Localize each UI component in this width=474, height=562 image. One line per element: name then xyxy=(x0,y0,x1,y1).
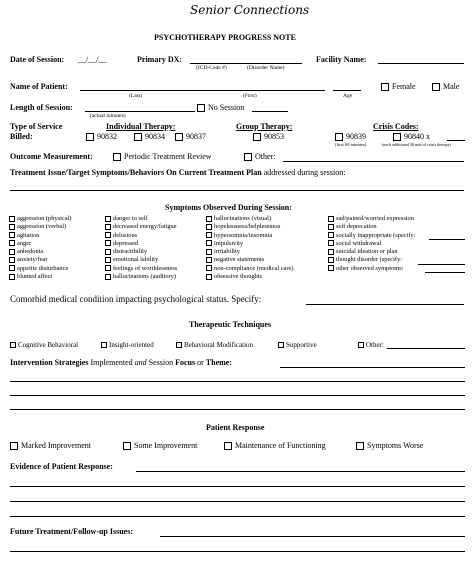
response-checkbox[interactable] xyxy=(356,442,364,450)
symptom-label: obsessive thoughts xyxy=(214,273,263,281)
male-option[interactable] xyxy=(432,82,459,91)
symptom-label: danger to self xyxy=(113,215,148,222)
female-checkbox[interactable] xyxy=(381,83,389,91)
code-90839-option[interactable] xyxy=(335,132,366,141)
symptoms-col-1 xyxy=(9,215,71,281)
symptom-label: anxiety/fear xyxy=(17,256,48,264)
intervention-or: or xyxy=(195,358,206,367)
date-label: Date of Session: xyxy=(10,55,65,64)
symptom-label: social withdrawal xyxy=(336,239,382,247)
symptoms-heading: Symptoms Observed During Session: xyxy=(165,203,292,212)
code-90839-checkbox[interactable] xyxy=(335,133,343,141)
symptom-label: feelings of worthlessness xyxy=(113,264,178,272)
evidence-label: Evidence of Patient Response: xyxy=(10,462,113,471)
technique-label: Cognitive Behavioral xyxy=(18,341,79,349)
technique-checkbox[interactable] xyxy=(278,342,284,348)
symptom-item[interactable] xyxy=(328,265,416,273)
treatment-issue-suffix: addressed during session: xyxy=(263,168,346,177)
symptom-item[interactable] xyxy=(105,240,177,248)
symptom-label: thought disorder (specify: xyxy=(336,256,403,264)
periodic-review-option[interactable] xyxy=(113,152,212,161)
code-90840-label: 90840 x xyxy=(404,132,430,141)
symptom-checkbox[interactable] xyxy=(105,240,111,246)
response-heading: Patient Response xyxy=(206,423,265,432)
crisis-codes-label: Crisis Codes: xyxy=(373,122,419,131)
evidence-field-2[interactable] xyxy=(10,486,465,487)
code-90840-option[interactable] xyxy=(393,132,430,141)
symptoms-col-2 xyxy=(105,215,177,281)
symptom-checkbox[interactable] xyxy=(328,224,334,230)
symptom-label: decreased energy/fatigue xyxy=(113,223,177,231)
treatment-issue-heading xyxy=(10,168,345,177)
crisis-hint-1: (first 60 minutes) xyxy=(335,142,367,147)
male-checkbox[interactable] xyxy=(432,83,440,91)
female-label: Female xyxy=(392,82,416,91)
technique-behavioral[interactable] xyxy=(176,341,253,349)
technique-checkbox[interactable] xyxy=(176,342,182,348)
symptom-item[interactable] xyxy=(328,215,416,223)
symptom-item[interactable] xyxy=(105,256,177,264)
technique-checkbox[interactable] xyxy=(101,342,107,348)
technique-label: Other: xyxy=(366,341,384,349)
technique-supportive[interactable] xyxy=(278,341,317,349)
length-label: Length of Session: xyxy=(10,103,73,112)
intervention-field-2[interactable] xyxy=(10,381,465,382)
treatment-issue-line-1[interactable] xyxy=(10,190,464,191)
symptom-item[interactable] xyxy=(328,256,416,264)
symptom-item[interactable] xyxy=(9,265,71,273)
socially-inappropriate-field[interactable] xyxy=(429,239,465,240)
symptom-label: impulsivity xyxy=(214,239,244,247)
response-worse[interactable] xyxy=(356,441,423,450)
comorbid-label: Comorbid medical condition impacting psychological status. Specify: xyxy=(10,294,262,304)
symptom-label: sad/pained/worried expression xyxy=(336,215,414,222)
symptom-checkbox[interactable] xyxy=(206,224,212,230)
symptom-item[interactable] xyxy=(105,248,177,256)
intervention-heading xyxy=(10,358,232,367)
response-label: Maintenance of Functioning xyxy=(235,441,326,450)
symptom-item[interactable] xyxy=(105,265,177,273)
intervention-field-4[interactable] xyxy=(10,409,465,410)
billed-label: Billed: xyxy=(10,132,33,141)
symptom-checkbox[interactable] xyxy=(9,257,15,263)
intervention-text: Implemented xyxy=(88,358,135,367)
symptom-checkbox[interactable] xyxy=(9,249,15,255)
symptom-checkbox[interactable] xyxy=(328,249,334,255)
treatment-issue-label: Treatment Issue/Target Symptoms/Behaviors On Current Treatment Plan xyxy=(10,168,262,177)
symptom-checkbox[interactable] xyxy=(206,265,212,271)
facility-label: Facility Name: xyxy=(316,55,367,64)
code-90834-label: 90834 xyxy=(145,132,165,141)
symptom-item[interactable] xyxy=(206,256,293,264)
symptom-item[interactable] xyxy=(206,223,293,231)
symptom-checkbox[interactable] xyxy=(105,274,111,280)
comorbid-field[interactable] xyxy=(306,304,464,305)
crisis-hint-2: (each additional 30 min of crisis therapy) xyxy=(382,142,452,147)
actual-minutes-hint: (actual minutes) xyxy=(90,113,126,119)
symptom-item[interactable] xyxy=(9,256,71,264)
symptom-item[interactable] xyxy=(206,248,293,256)
age-hint: Age xyxy=(343,93,353,99)
symptom-checkbox[interactable] xyxy=(105,265,111,271)
symptom-checkbox[interactable] xyxy=(328,240,334,246)
symptom-checkbox[interactable] xyxy=(105,257,111,263)
outcome-other-label: Other: xyxy=(255,152,276,161)
symptom-item[interactable] xyxy=(9,215,71,223)
symptom-label: negative statements xyxy=(214,256,265,264)
no-session-option[interactable] xyxy=(197,103,244,112)
symptom-item[interactable] xyxy=(206,265,293,273)
intervention-field-3[interactable] xyxy=(10,395,465,396)
no-session-label: No Session xyxy=(208,103,245,112)
intervention-focus: Focus xyxy=(175,358,196,367)
symptom-checkbox[interactable] xyxy=(328,265,334,271)
future-label: Future Treatment/Follow-up Issues: xyxy=(10,527,133,536)
symptom-checkbox[interactable] xyxy=(105,232,111,238)
intervention-field-1[interactable] xyxy=(280,367,465,368)
symptom-item[interactable] xyxy=(105,273,177,281)
code-90837-label: 90837 xyxy=(186,132,206,141)
symptom-checkbox[interactable] xyxy=(328,257,334,263)
outcome-other-checkbox[interactable] xyxy=(244,153,252,161)
response-label: Some Improvement xyxy=(134,441,198,450)
symptom-label: self deprecation xyxy=(336,223,377,231)
response-checkbox[interactable] xyxy=(224,442,232,450)
symptom-label: depressed xyxy=(113,239,139,247)
code-90832-option[interactable] xyxy=(86,132,117,141)
periodic-review-checkbox[interactable] xyxy=(113,153,121,161)
symptom-checkbox[interactable] xyxy=(328,232,334,238)
technique-label: Insight-oriented xyxy=(109,341,154,349)
symptom-item[interactable] xyxy=(9,232,71,240)
symptom-checkbox[interactable] xyxy=(9,232,15,238)
intervention-theme: Theme: xyxy=(205,358,232,367)
symptom-label: aggression (verbal) xyxy=(17,223,67,231)
crisis-units-field[interactable] xyxy=(447,140,465,141)
symptom-label: anhedonia xyxy=(17,248,44,256)
symptom-item[interactable] xyxy=(105,215,177,223)
no-session-line xyxy=(252,111,288,112)
technique-checkbox[interactable] xyxy=(358,342,364,348)
symptom-checkbox[interactable] xyxy=(206,240,212,246)
symptom-item[interactable] xyxy=(9,240,71,248)
patient-name-label: Name of Patient: xyxy=(10,82,68,91)
symptom-item[interactable] xyxy=(105,232,177,240)
symptoms-col-4 xyxy=(328,215,416,273)
symptom-label: emotional lability xyxy=(113,256,159,264)
symptom-item[interactable] xyxy=(206,215,293,223)
symptom-item[interactable] xyxy=(206,273,293,281)
symptom-checkbox[interactable] xyxy=(9,274,15,280)
first-hint: (First) xyxy=(243,93,257,99)
symptoms-col-3 xyxy=(206,215,293,281)
primary-dx-field[interactable] xyxy=(190,63,302,64)
organization-name: Senior Connections xyxy=(190,3,310,17)
intervention-and: and xyxy=(134,358,147,367)
outcome-label: Outcome Measurement: xyxy=(10,152,93,161)
symptom-checkbox[interactable] xyxy=(206,274,212,280)
symptom-label: appetite disturbance xyxy=(17,264,69,272)
symptom-item[interactable] xyxy=(9,223,71,231)
disorder-hint: (Disorder Name) xyxy=(247,65,285,71)
response-checkbox[interactable] xyxy=(10,442,18,450)
periodic-review-label: Periodic Treatment Review xyxy=(124,152,212,161)
patient-name-field[interactable] xyxy=(80,90,325,91)
outcome-other-field[interactable] xyxy=(283,161,464,162)
response-maintenance[interactable] xyxy=(224,441,326,450)
outcome-other-option[interactable] xyxy=(244,152,275,161)
icd-hint: (ICD-Code #) xyxy=(196,65,227,71)
symptom-item[interactable] xyxy=(206,240,293,248)
response-marked[interactable] xyxy=(10,441,91,450)
female-option[interactable] xyxy=(381,82,416,91)
no-session-checkbox[interactable] xyxy=(197,104,205,112)
code-90853-label: 90853 xyxy=(264,132,284,141)
symptom-checkbox[interactable] xyxy=(206,249,212,255)
code-90832-label: 90832 xyxy=(97,132,117,141)
symptom-label: non-compliance (medical care) xyxy=(214,264,294,272)
future-field-1[interactable] xyxy=(160,536,465,537)
symptom-item[interactable] xyxy=(328,232,416,240)
response-label: Marked Improvement xyxy=(21,441,91,450)
age-field[interactable] xyxy=(333,90,361,91)
symptom-item[interactable] xyxy=(9,273,71,281)
technique-insight[interactable] xyxy=(101,341,154,349)
response-checkbox[interactable] xyxy=(123,442,131,450)
last-hint: (Last) xyxy=(129,93,143,99)
code-90834-option[interactable] xyxy=(134,132,165,141)
facility-field[interactable] xyxy=(378,63,464,64)
symptom-label: irritability xyxy=(214,248,240,256)
future-field-2[interactable] xyxy=(10,551,465,552)
code-90853-option[interactable] xyxy=(253,132,284,141)
symptom-checkbox[interactable] xyxy=(9,265,15,271)
symptom-label: suicidal ideation or plan xyxy=(336,248,398,256)
group-therapy-label: Group Therapy: xyxy=(236,122,293,131)
evidence-field-1[interactable] xyxy=(136,471,465,472)
technique-label: Behavioral Modification xyxy=(184,341,254,349)
symptom-checkbox[interactable] xyxy=(105,216,111,222)
male-label: Male xyxy=(443,82,460,91)
symptom-item[interactable] xyxy=(328,248,416,256)
symptom-item[interactable] xyxy=(328,240,416,248)
symptom-label: aggression (physical) xyxy=(17,215,72,222)
intervention-label: Intervention Strategies xyxy=(10,358,89,367)
symptom-label: hallucinations (visual) xyxy=(214,215,271,222)
techniques-heading: Therapeutic Techniques xyxy=(189,320,272,329)
technique-cognitive[interactable] xyxy=(10,341,78,349)
length-field[interactable] xyxy=(85,111,195,112)
page-title: PSYCHOTHERAPY PROGRESS NOTE xyxy=(154,33,296,42)
symptom-checkbox[interactable] xyxy=(206,216,212,222)
code-90837-checkbox[interactable] xyxy=(175,133,183,141)
symptom-checkbox[interactable] xyxy=(105,249,111,255)
response-some[interactable] xyxy=(123,441,197,450)
code-90834-checkbox[interactable] xyxy=(134,133,142,141)
symptom-label: anger xyxy=(17,239,32,247)
symptom-checkbox[interactable] xyxy=(328,216,334,222)
symptom-item[interactable] xyxy=(328,223,416,231)
symptom-label: socially inappropriate (specify: xyxy=(336,231,416,239)
technique-other[interactable] xyxy=(358,341,384,349)
individual-therapy-label: Individual Therapy: xyxy=(106,122,176,131)
thought-disorder-field[interactable] xyxy=(418,264,465,265)
technique-other-field[interactable] xyxy=(387,348,465,349)
symptom-label: distractibility xyxy=(113,248,148,256)
primary-dx-label: Primary DX: xyxy=(137,55,183,64)
symptom-label: other observed symptoms: xyxy=(336,264,404,272)
symptom-label: hopelessness/helplessness xyxy=(214,223,281,231)
technique-checkbox[interactable] xyxy=(10,342,16,348)
intervention-text-2: Session xyxy=(146,358,176,367)
symptom-checkbox[interactable] xyxy=(9,216,15,222)
symptom-label: hallucinations (auditory) xyxy=(113,273,177,281)
code-90853-checkbox[interactable] xyxy=(253,133,261,141)
symptom-checkbox[interactable] xyxy=(206,232,212,238)
code-90837-option[interactable] xyxy=(175,132,206,141)
evidence-field-3[interactable] xyxy=(10,501,465,502)
symptom-item[interactable] xyxy=(206,232,293,240)
symptom-checkbox[interactable] xyxy=(9,224,15,230)
symptom-item[interactable] xyxy=(105,223,177,231)
code-90832-checkbox[interactable] xyxy=(86,133,94,141)
symptom-checkbox[interactable] xyxy=(206,257,212,263)
date-value[interactable]: __/__/__ xyxy=(78,55,107,64)
technique-label: Supportive xyxy=(286,341,317,349)
symptom-item[interactable] xyxy=(9,248,71,256)
symptom-label: agitation xyxy=(17,231,40,239)
symptom-checkbox[interactable] xyxy=(9,240,15,246)
symptom-label: hypersomnia/insomnia xyxy=(214,231,273,239)
symptom-checkbox[interactable] xyxy=(105,224,111,230)
symptom-label: delusions xyxy=(113,231,138,239)
other-symptoms-field[interactable] xyxy=(425,272,465,273)
code-90840-checkbox[interactable] xyxy=(393,133,401,141)
type-of-service-label: Type of Service xyxy=(10,122,63,131)
response-label: Symptoms Worse xyxy=(367,441,424,450)
evidence-field-4[interactable] xyxy=(10,516,465,517)
symptom-label: blunted affect xyxy=(17,273,53,281)
code-90839-label: 90839 xyxy=(346,132,366,141)
